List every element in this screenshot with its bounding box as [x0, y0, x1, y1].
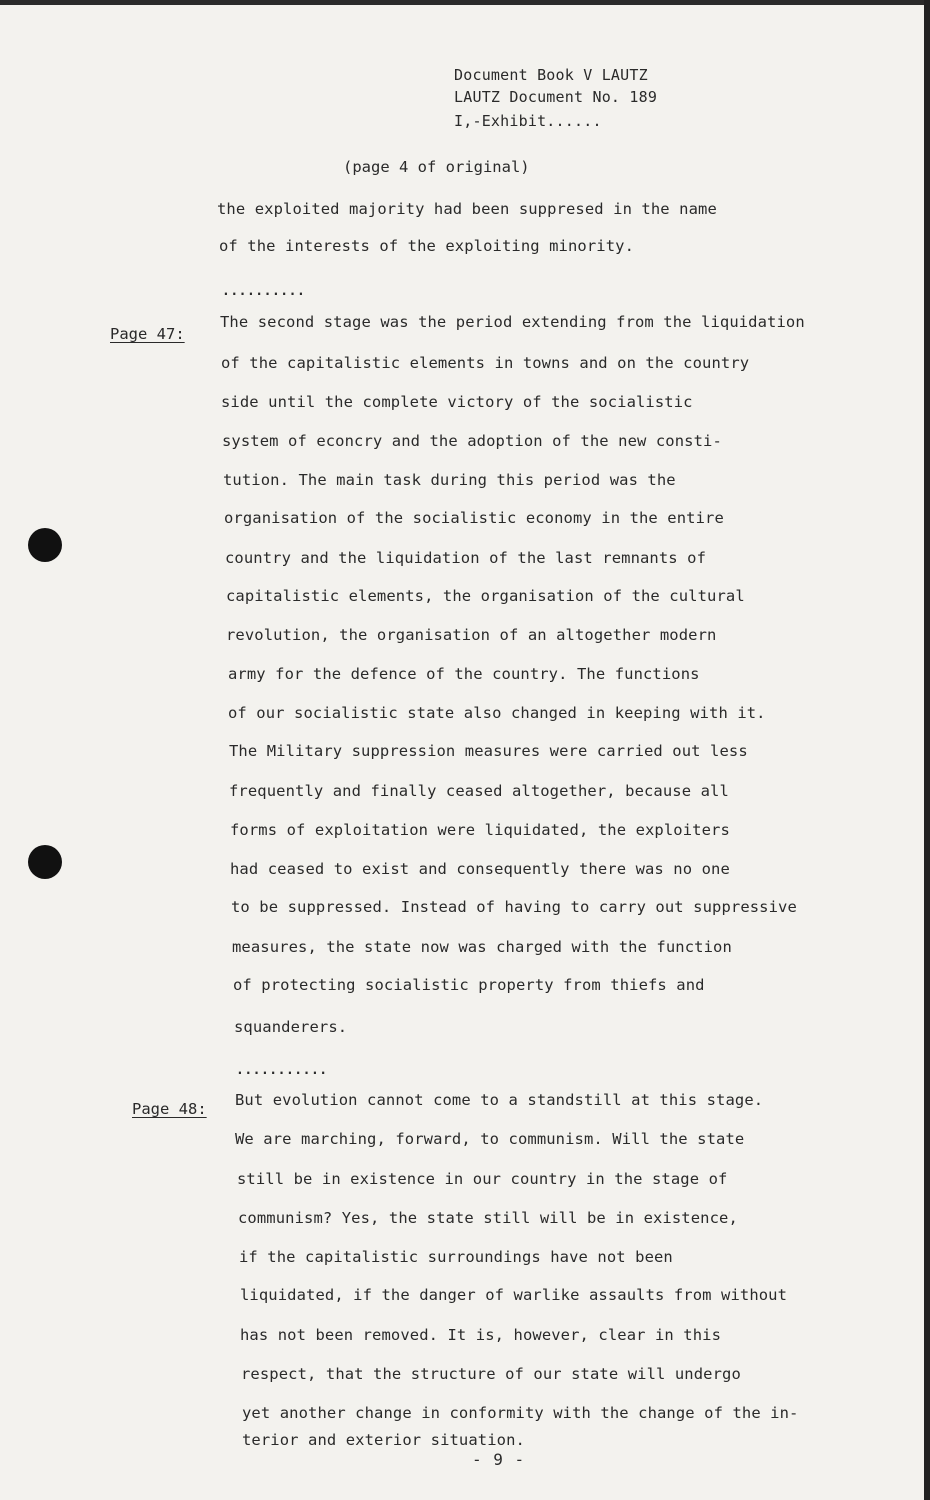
section-47-line: The second stage was the period extending from the liquidation — [220, 313, 805, 331]
section-48-line: has not been removed. It is, however, clear in this — [240, 1326, 722, 1344]
document-book: Document Book V LAUTZ — [454, 66, 648, 84]
section-47-line: system of econcry and the adoption of the new consti- — [222, 432, 722, 450]
separator-dots: ........... — [236, 1063, 328, 1078]
section-47-line: frequently and finally ceased altogether, because all — [229, 782, 729, 800]
section-48-line: yet another change in conformity with the change of the in- — [242, 1404, 799, 1422]
intro-line: the exploited majority had been suppresed in the name — [217, 200, 717, 218]
section-47-line: The Military suppression measures were carried out less — [229, 742, 748, 760]
section-47-line: squanderers. — [234, 1018, 348, 1036]
exhibit-label: I,-Exhibit...... — [454, 112, 602, 130]
punch-hole-bottom — [28, 845, 62, 879]
section-47-line: side until the complete victory of the socialistic — [221, 393, 693, 411]
page-right-edge — [924, 0, 930, 1500]
section-47-line: measures, the state now was charged with the function — [232, 938, 732, 956]
section-48-line: if the capitalistic surroundings have not been — [239, 1248, 673, 1266]
section-48-line: communism? Yes, the state still will be in existence, — [238, 1209, 738, 1227]
section-47-line: of our socialistic state also changed in keeping with it. — [228, 704, 766, 722]
section-48-line: liquidated, if the danger of warlike assaults from without — [240, 1286, 788, 1304]
section-47-line: army for the defence of the country. The functions — [228, 665, 700, 683]
punch-hole-top — [28, 528, 62, 562]
section-48-line: still be in existence in our country in the stage of — [237, 1170, 728, 1188]
section-47-line: of protecting socialistic property from thiefs and — [233, 976, 705, 994]
intro-line: of the interests of the exploiting minority. — [219, 237, 634, 255]
page-number: - 9 - — [472, 1450, 526, 1469]
section-47-line: had ceased to exist and consequently there was no one — [230, 860, 730, 878]
section-47-line: capitalistic elements, the organisation of the cultural — [226, 587, 745, 605]
page-47-label: Page 47: — [110, 325, 185, 343]
section-48-line: We are marching, forward, to communism. Will the state — [235, 1130, 745, 1148]
section-47-line: country and the liquidation of the last remnants of — [225, 549, 707, 567]
section-48-line: terior and exterior situation. — [242, 1431, 525, 1449]
section-47-line: of the capitalistic elements in towns and on the country — [221, 354, 750, 372]
section-48-line: But evolution cannot come to a standstill at this stage. — [235, 1091, 764, 1109]
section-47-line: forms of exploitation were liquidated, the exploiters — [230, 821, 730, 839]
section-47-line: organisation of the socialistic economy in the entire — [224, 509, 724, 527]
section-47-line: to be suppressed. Instead of having to carry out suppressive — [231, 898, 797, 916]
separator-dots: .......... — [222, 284, 306, 299]
page-top-edge — [0, 0, 930, 5]
original-page-note: (page 4 of original) — [343, 158, 530, 176]
section-47-line: tution. The main task during this period was the — [223, 471, 676, 489]
document-header — [454, 64, 657, 132]
section-47-line: revolution, the organisation of an altogether modern — [226, 626, 717, 644]
page-48-label: Page 48: — [132, 1100, 207, 1118]
document-number: LAUTZ Document No. 189 — [454, 88, 658, 106]
section-48-line: respect, that the structure of our state will undergo — [241, 1365, 741, 1383]
